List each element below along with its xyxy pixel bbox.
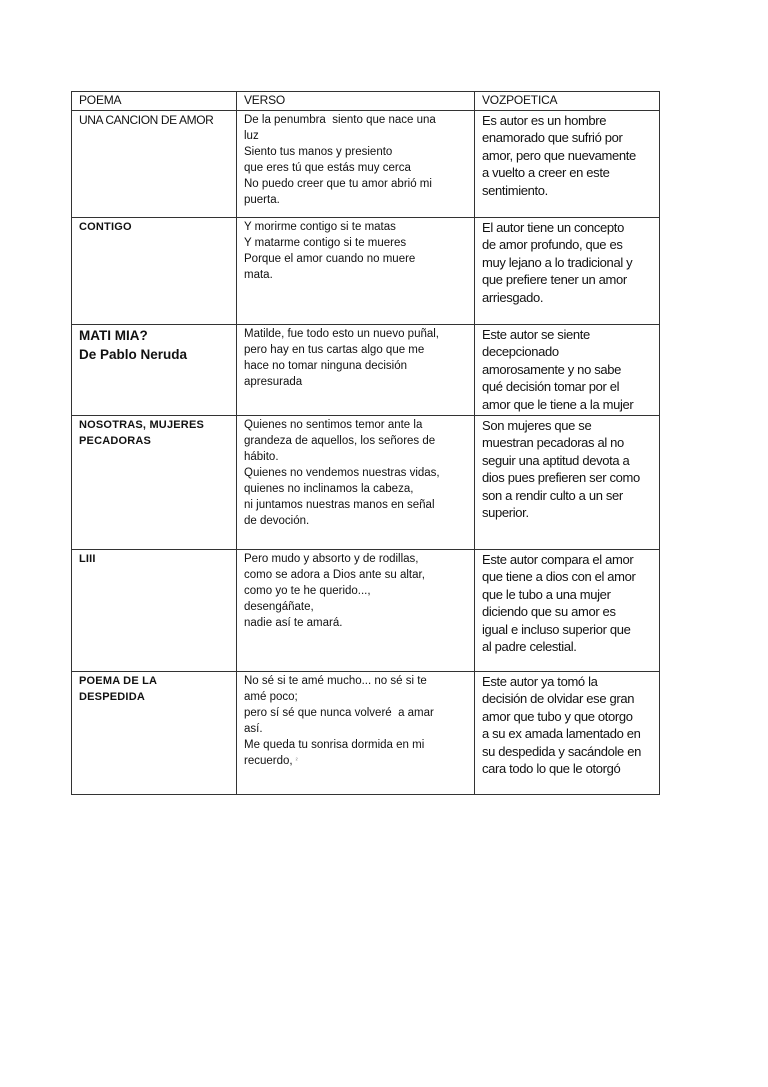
voz-line: sentimiento.: [482, 182, 548, 198]
table-row: [72, 218, 660, 325]
table-row: [72, 111, 660, 218]
verso-line: Y matarme contigo si te mueres: [244, 237, 407, 249]
voz-line: amor, pero que nuevamente: [482, 147, 636, 163]
voz-line: que le tubo a una mujer: [482, 586, 611, 602]
voice-cell: [475, 218, 660, 325]
verse-cell: [237, 672, 475, 795]
voz-line: decepcionado: [482, 344, 559, 360]
voz-line: Este autor se siente: [482, 327, 590, 342]
voz-line: superior.: [482, 505, 529, 521]
verso-line: Quienes no sentimos temor ante la: [244, 419, 423, 432]
voz-line: Este autor ya tomó la: [482, 674, 598, 690]
verso-line: Matilde, fue todo esto un nuevo puñal,: [244, 328, 440, 340]
header-row: [72, 92, 660, 111]
poem-title-cell: [72, 218, 237, 325]
table-row: [72, 672, 660, 795]
voz-line: de amor profundo, que es: [482, 237, 623, 253]
header-voz-poetica: VOZPOETICA: [475, 92, 660, 111]
verso-line: recuerdo, ²: [244, 755, 298, 768]
voice-cell: [475, 672, 660, 795]
table-row: [72, 325, 660, 416]
voice-cell: [475, 550, 660, 672]
verso-line: quienes no inclinamos la cabeza,: [244, 483, 414, 496]
verse-cell: [237, 111, 475, 218]
verso-line: De la penumbra siento que nace una: [244, 114, 436, 126]
poem-title-cell: [72, 111, 237, 218]
poema-line: DESPEDIDA: [79, 691, 145, 704]
voz-line: cara todo lo que le otorgó: [482, 761, 621, 777]
voz-line: diciendo que su amor es: [482, 604, 616, 620]
verso-line: mata.: [244, 269, 273, 281]
verso-line: desengáñate,: [244, 601, 314, 614]
poema-line: PECADORAS: [79, 435, 152, 448]
verso-line: grandeza de aquellos, los señores de: [244, 435, 436, 448]
voz-line: amor que le tiene a la mujer: [482, 396, 634, 412]
verso-line: nadie así te amará.: [244, 617, 343, 630]
table-row: [72, 550, 660, 672]
voz-line: muy lejano a lo tradicional y: [482, 254, 633, 270]
verso-line: No sé si te amé mucho... no sé si te: [244, 675, 427, 688]
voz-line: El autor tiene un concepto: [482, 220, 624, 235]
voz-line: enamorado que sufrió por: [482, 130, 623, 146]
poema-line: POEMA DE LA: [79, 675, 158, 688]
verso-line: puerta.: [244, 194, 280, 206]
voz-line: decisión de olvidar ese gran: [482, 691, 635, 707]
voz-line: Este autor compara el amor: [482, 552, 634, 568]
footnote-mark: ²: [295, 758, 298, 765]
voz-line: a vuelto a creer en este: [482, 165, 610, 181]
poema-line: LIII: [79, 553, 96, 566]
voz-line: su despedida y sacándole en: [482, 743, 641, 759]
voz-line: amorosamente y no sabe: [482, 361, 621, 377]
verse-cell: [237, 325, 475, 416]
verso-line: así.: [244, 723, 263, 736]
voz-line: a su ex amada lamentado en: [482, 726, 641, 742]
verso-line: Me queda tu sonrisa dormida en mi: [244, 739, 425, 752]
poem-title-cell: [72, 325, 237, 416]
verso-line: pero sí sé que nunca volveré a amar: [244, 707, 434, 720]
voz-line: dios pues prefieren ser como: [482, 470, 640, 486]
verso-line: hábito.: [244, 451, 279, 464]
verso-line: de devoción.: [244, 515, 310, 528]
voz-line: muestran pecadoras al no: [482, 435, 624, 451]
poem-title-cell: [72, 672, 237, 795]
voz-line: seguir una aptitud devota a: [482, 452, 630, 468]
voice-cell: [475, 325, 660, 416]
verso-line: amé poco;: [244, 691, 298, 704]
verso-line: como se adora a Dios ante su altar,: [244, 569, 425, 582]
verso-line: ni juntamos nuestras manos en señal: [244, 499, 435, 512]
poema-line: NOSOTRAS, MUJERES: [79, 419, 205, 432]
verso-line: pero hay en tus cartas algo que me: [244, 344, 425, 356]
voz-line: que prefiere tener un amor: [482, 272, 627, 288]
poema-line: MATI MIA?: [79, 328, 148, 343]
verso-line: Porque el amor cuando no muere: [244, 253, 416, 265]
verso-line: Siento tus manos y presiento: [244, 146, 393, 158]
voice-cell: [475, 111, 660, 218]
verso-line: Pero mudo y absorto y de rodillas,: [244, 553, 419, 566]
verso-line: No puedo creer que tu amor abrió mi: [244, 178, 432, 190]
voz-line: Son mujeres que se: [482, 418, 592, 434]
table-row: [72, 416, 660, 550]
voz-line: qué decisión tomar por el: [482, 379, 620, 395]
verso-line: apresurada: [244, 376, 303, 388]
voz-line: que tiene a dios con el amor: [482, 569, 636, 585]
voz-line: amor que tubo y que otorgo: [482, 708, 633, 724]
verso-line: Quienes no vendemos nuestras vidas,: [244, 467, 440, 480]
verso-line: hace no tomar ninguna decisión: [244, 360, 408, 372]
header-poema: POEMA: [72, 92, 237, 111]
poem-title-cell: [72, 550, 237, 672]
poema-line: UNA CANCION DE AMOR: [79, 113, 214, 127]
voz-line: Es autor es un hombre: [482, 113, 607, 128]
voz-line: son a rendir culto a un ser: [482, 487, 623, 503]
poem-title-cell: [72, 416, 237, 550]
voz-line: al padre celestial.: [482, 639, 577, 655]
poems-table: [71, 91, 660, 795]
voz-line: arriesgado.: [482, 289, 544, 305]
verse-cell: [237, 550, 475, 672]
verso-line: como yo te he querido...,: [244, 585, 371, 598]
verso-line: Y morirme contigo si te matas: [244, 221, 396, 233]
verso-line: luz: [244, 130, 259, 142]
verso-line: que eres tú que estás muy cerca: [244, 162, 411, 174]
poema-line: CONTIGO: [79, 221, 132, 233]
header-verso: VERSO: [237, 92, 475, 111]
voice-cell: [475, 416, 660, 550]
verse-cell: [237, 416, 475, 550]
poema-line: De Pablo Neruda: [79, 347, 188, 362]
voz-line: igual e incluso superior que: [482, 621, 631, 637]
verse-cell: [237, 218, 475, 325]
